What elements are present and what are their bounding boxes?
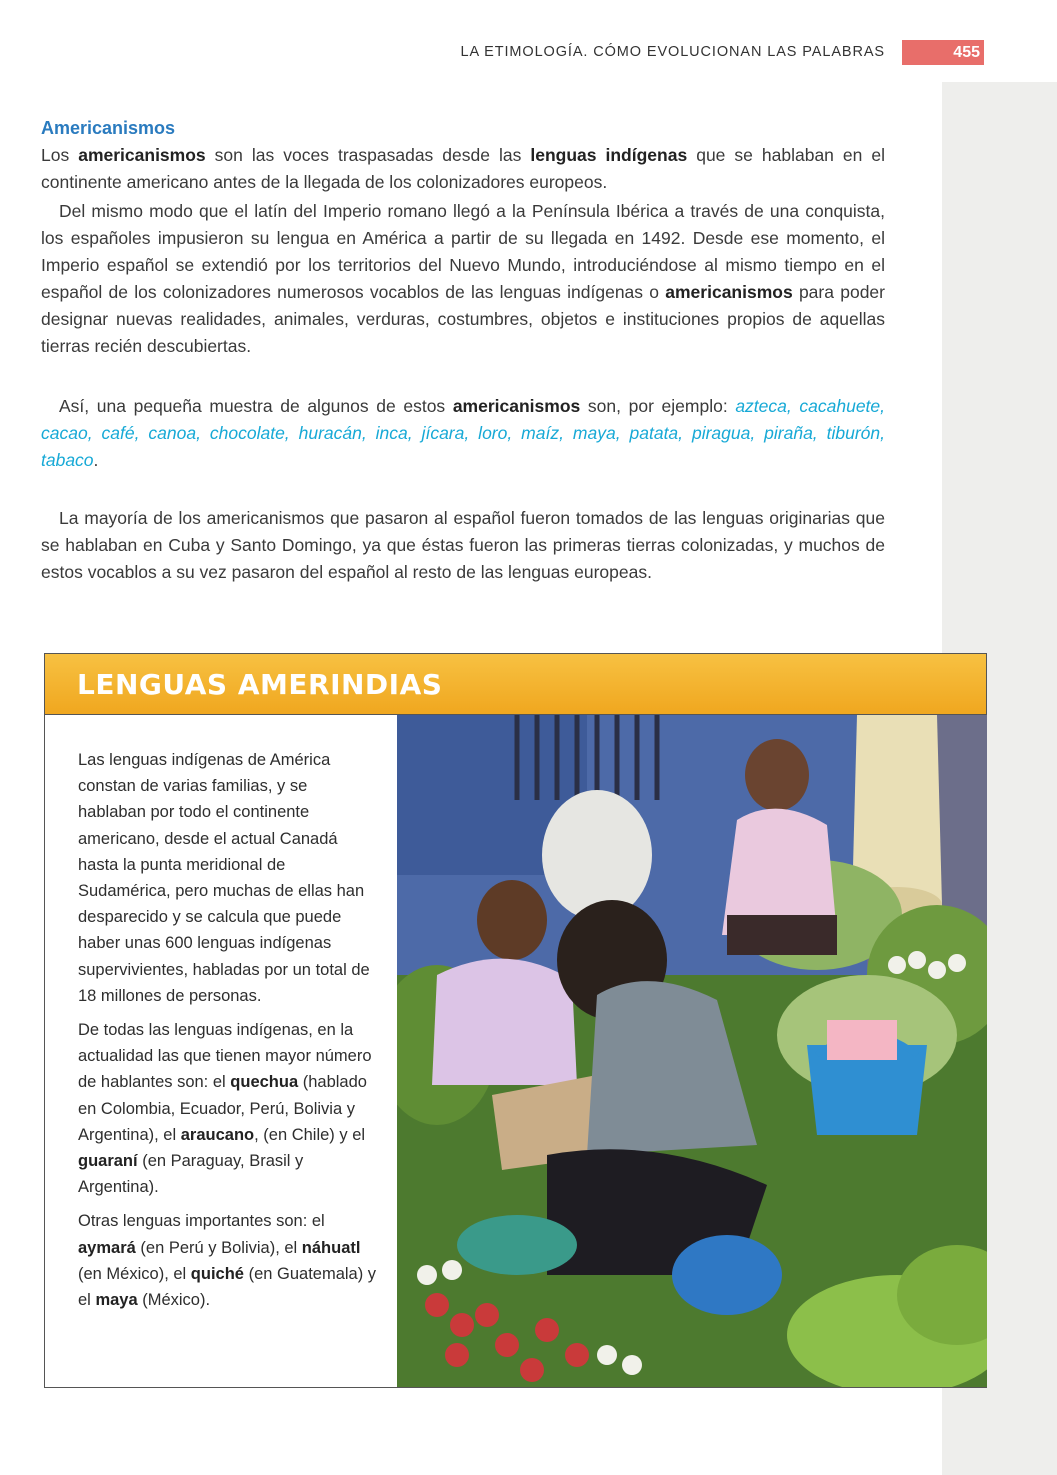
section-title: Americanismos	[41, 118, 176, 138]
paragraph-examples: Así, una pequeña muestra de algunos de estos americanismos son, por ejemplo: azteca, cacahuete, cacao, café, canoa, chocolate, huracán, inca, jícara, loro, maíz, maya, patata, piragua, piraña, tiburón, tabaco.	[41, 396, 886, 470]
box-paragraph-families: Las lenguas indígenas de América constan de varias familias, y se hablaban por todo el continente americano, desde el actual Canadá hasta la punta meridional de Sudamérica, pero muchas de ellas han desparecido y se calcula que puede haber unas 600 lenguas indígenas supervivientes, habladas por un total de 18 millones de personas.	[78, 751, 370, 1005]
box-text	[78, 747, 378, 1321]
running-header: LA ETIMOLOGÍA. CÓMO EVOLUCIONAN LAS PALABRAS	[460, 44, 885, 60]
market-photo-illustration	[397, 715, 987, 1387]
paragraph-origins: La mayoría de los americanismos que pasaron al español fueron tomados de las lenguas originarias que se hablaban en Cuba y Santo Domingo, ya que éstas fueron las primeras tierras colonizadas, y muchos de estos vocablos a su vez pasaron del español al resto de las lenguas europeas.	[41, 508, 885, 582]
box-title: LENGUAS AMERINDIAS	[77, 668, 443, 701]
market-photo	[397, 715, 987, 1387]
paragraph-history: Del mismo modo que el latín del Imperio romano llegó a la Península Ibérica a través de una conquista, los españoles impusieron su lengua en América a partir de su llegada en 1492. Desde ese momento, el Imperio español se extendió por los territorios del Nuevo Mundo, introduciéndose al mismo tiempo en el español de los colonizadores numerosos vocablos de las lenguas indígenas o americanismos para poder designar nuevas realidades, animales, verduras, costumbres, objetos e instituciones propios de aquellas tierras recién descubiertas.	[41, 201, 885, 356]
lenguas-amerindias-box	[44, 653, 987, 1388]
box-header	[45, 654, 986, 715]
box-paragraph-other-languages: Otras lenguas importantes son: el aymará (en Perú y Bolivia), el náhuatl (en México), el quiché (en Guatemala) y el maya (México).	[78, 1212, 377, 1310]
example-words: azteca, cacahuete, cacao, café, canoa, chocolate, huracán, inca, jícara, loro, maíz, maya, patata, piragua, piraña, tiburón, tabaco	[41, 396, 886, 470]
box-paragraph-major-languages: De todas las lenguas indígenas, en la actualidad las que tienen mayor número de hablantes son: el quechua (hablado en Colombia, Ecuador, Perú, Bolivia y Argentina), el araucano, (en Chile) y el guaraní (en Paraguay, Brasil y Argentina).	[78, 1021, 372, 1197]
page-number: 455	[902, 40, 984, 65]
paragraph-definition: Los americanismos son las voces traspasadas desde las lenguas indígenas que se hablaban en el continente americano antes de la llegada de los colonizadores europeos.	[41, 145, 885, 192]
